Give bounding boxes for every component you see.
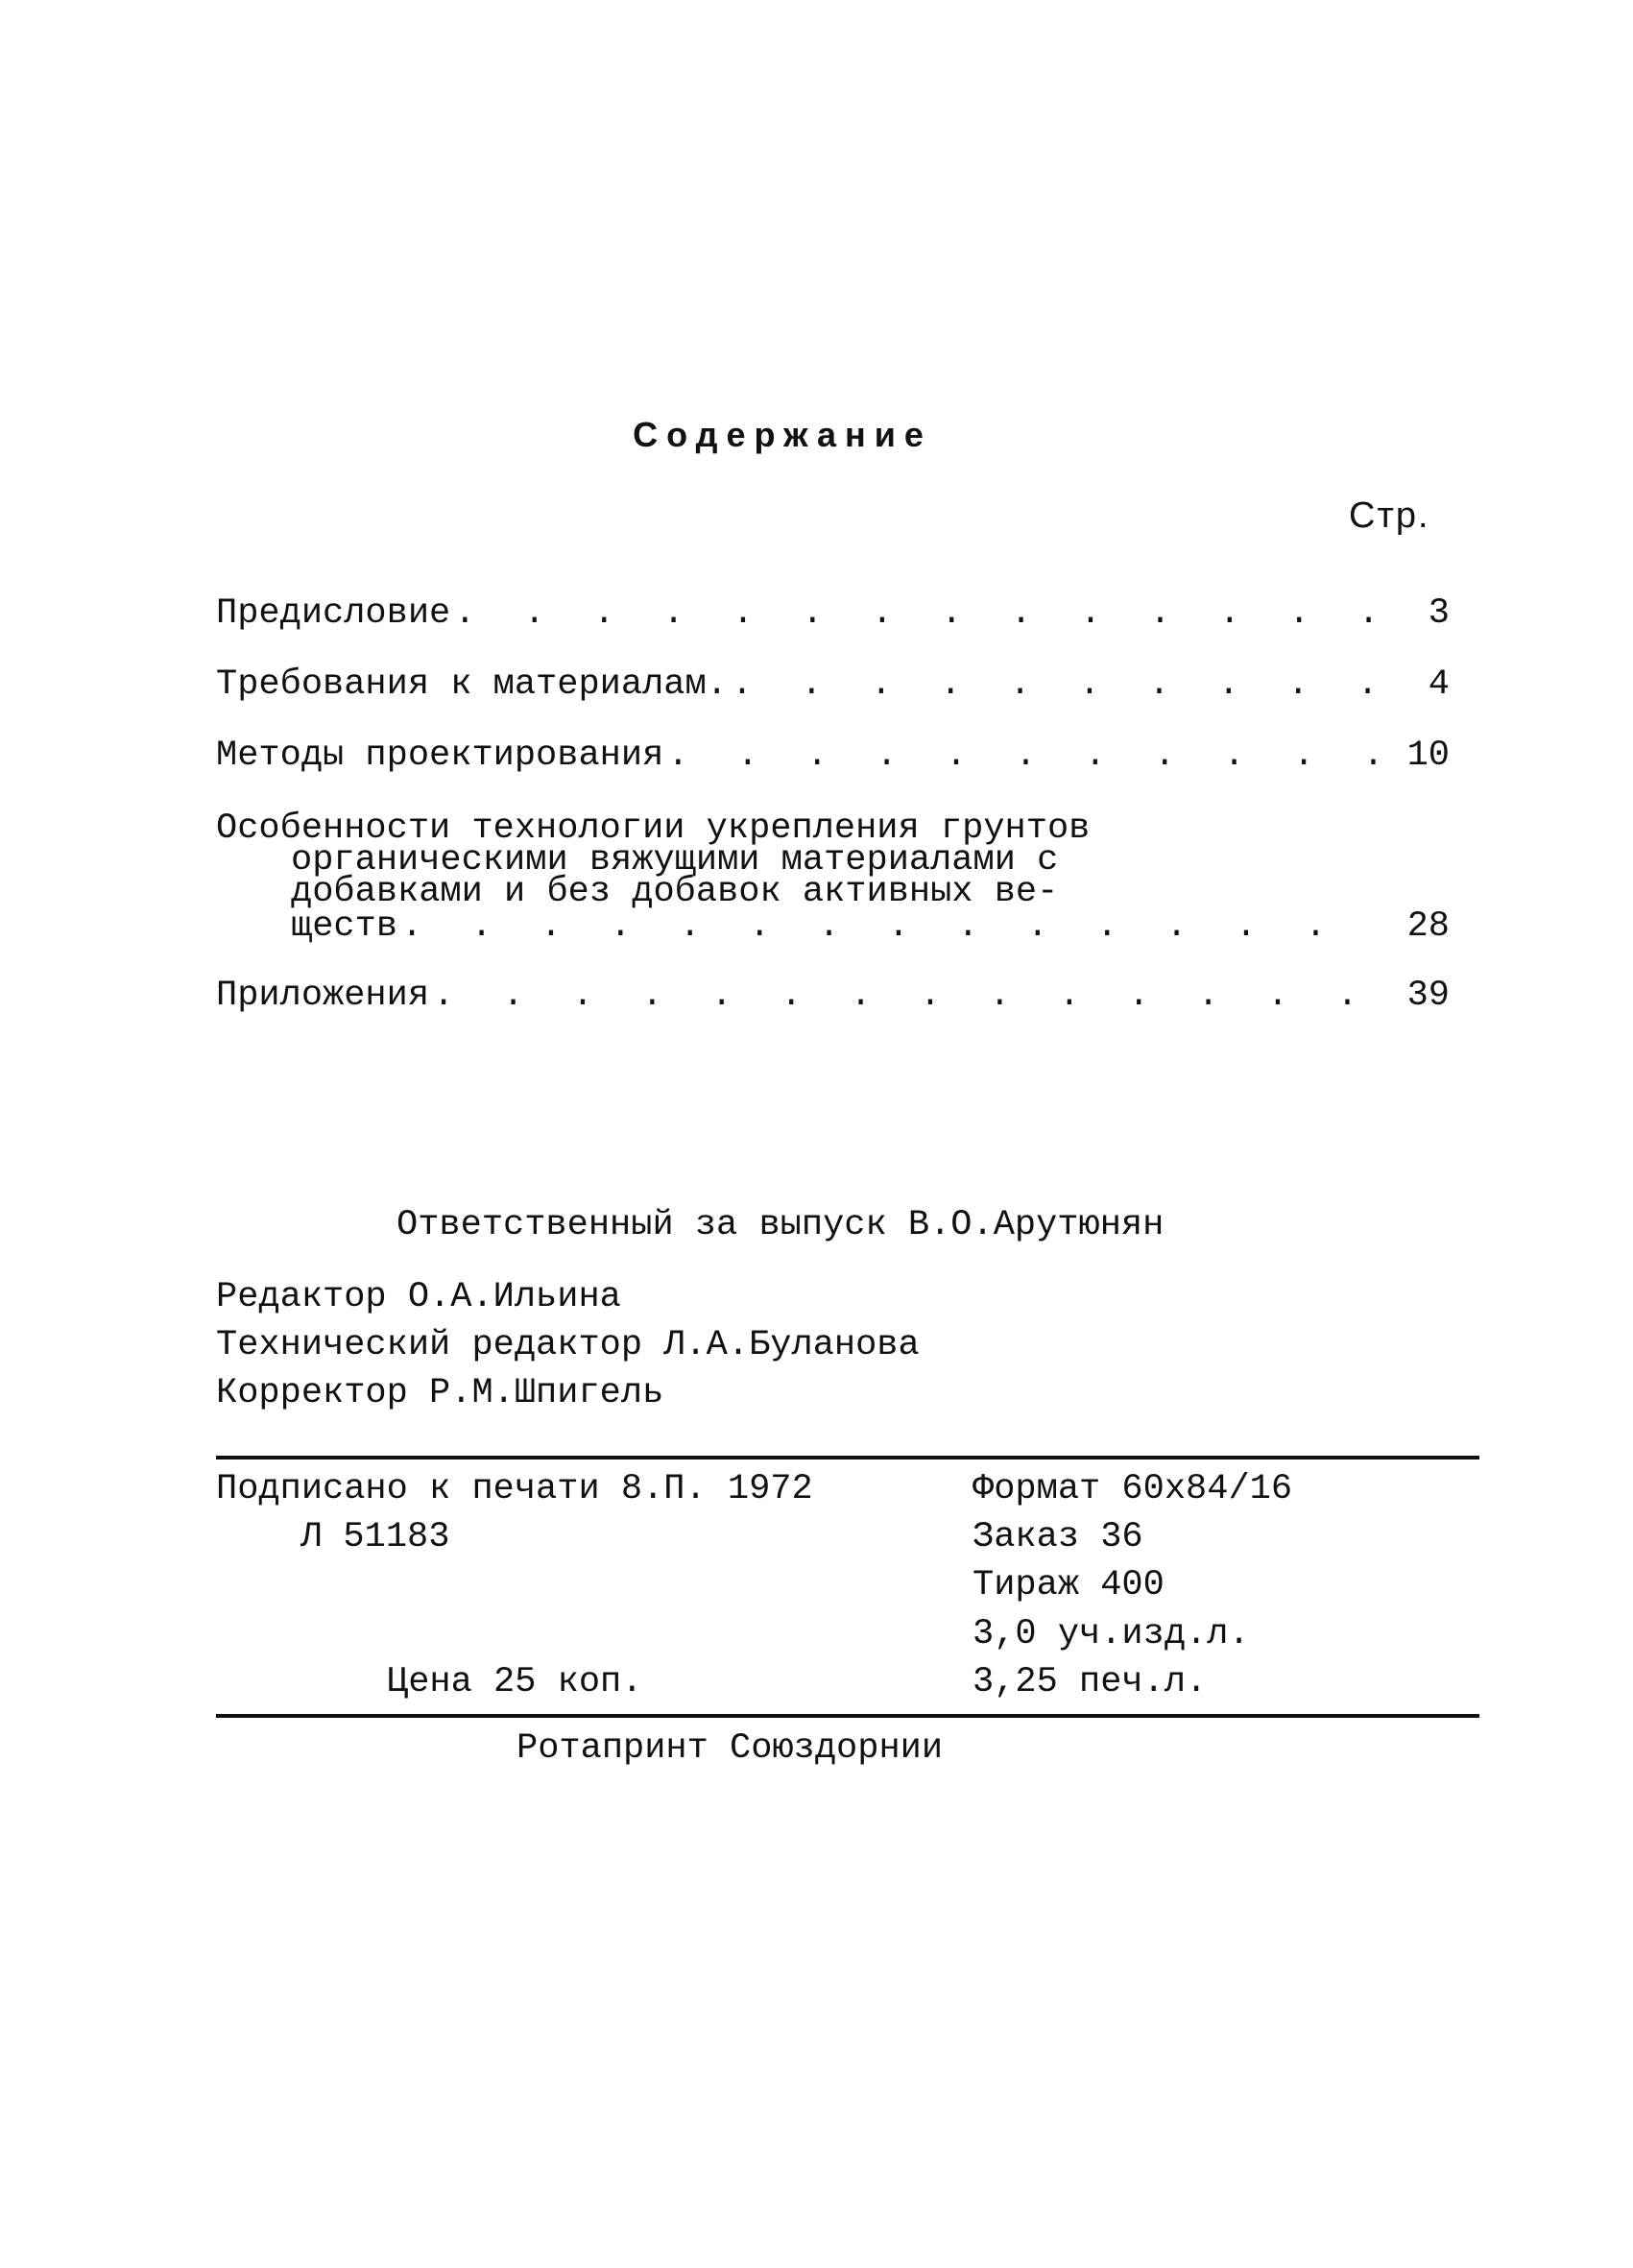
imprint-order: Заказ 36 <box>973 1517 1143 1557</box>
toc-entry-appendices[interactable] <box>216 977 1450 1014</box>
credit-editor: Редактор О.А.Ильина <box>216 1277 621 1317</box>
page-title: Содержание <box>633 415 932 454</box>
toc-entry-page: 39 <box>1406 976 1450 1016</box>
toc-leader-dots <box>454 595 1379 632</box>
toc-leader-dots <box>433 977 1379 1014</box>
toc-entry-line: ществ <box>291 906 398 947</box>
toc-entry-line: Особенности технологии укрепления грунтов <box>216 808 1091 849</box>
toc-entry-line: органическими вяжущими материалами с <box>291 840 1059 881</box>
toc-entry-text: Методы проектирования <box>216 736 664 776</box>
credit-tech-editor: Технический редактор Л.А.Буланова <box>216 1325 920 1365</box>
imprint-signed: Подписано к печати 8.П. 1972 <box>216 1469 813 1509</box>
credit-proofreader: Корректор Р.М.Шпигель <box>216 1373 664 1413</box>
toc-entry-page: 28 <box>1406 906 1450 947</box>
toc-entry-text: Требования к материалам. <box>216 664 728 705</box>
imprint-edition-sheets: 3,0 уч.изд.л. <box>973 1614 1250 1654</box>
imprint-format: Формат 60х84/16 <box>973 1469 1293 1509</box>
toc-entry-preface[interactable] <box>216 595 1450 632</box>
toc-entry-page: 10 <box>1406 736 1450 776</box>
toc-leader-dots <box>732 666 1379 703</box>
toc-entry-design-methods[interactable] <box>216 737 1450 774</box>
page-column-label: Стр. <box>1349 495 1430 536</box>
credit-responsible: Ответственный за выпуск В.О.Арутюнян <box>396 1205 1165 1245</box>
printer-name: Ротапринт Союздорнии <box>516 1728 944 1769</box>
toc-entry-text: Предисловие <box>216 593 451 634</box>
toc-entry-page: 3 <box>1428 593 1450 634</box>
imprint-license: Л 51183 <box>300 1517 450 1557</box>
toc-leader-dots <box>667 737 1379 774</box>
toc-entry-materials[interactable] <box>216 666 1450 703</box>
divider-top <box>216 1456 1479 1460</box>
toc-leader-dots <box>401 908 1379 945</box>
imprint-circulation: Тираж 400 <box>973 1565 1165 1605</box>
imprint-price: Цена 25 коп. <box>387 1662 643 1702</box>
toc-entry-line: добавками и без добавок активных ве- <box>291 872 1059 912</box>
toc-entry-technology[interactable] <box>216 808 1450 947</box>
toc-entry-page: 4 <box>1428 664 1450 705</box>
divider-bottom <box>216 1714 1479 1718</box>
imprint-print-sheets: 3,25 печ.л. <box>973 1662 1208 1702</box>
toc-entry-text: Приложения <box>216 976 430 1016</box>
